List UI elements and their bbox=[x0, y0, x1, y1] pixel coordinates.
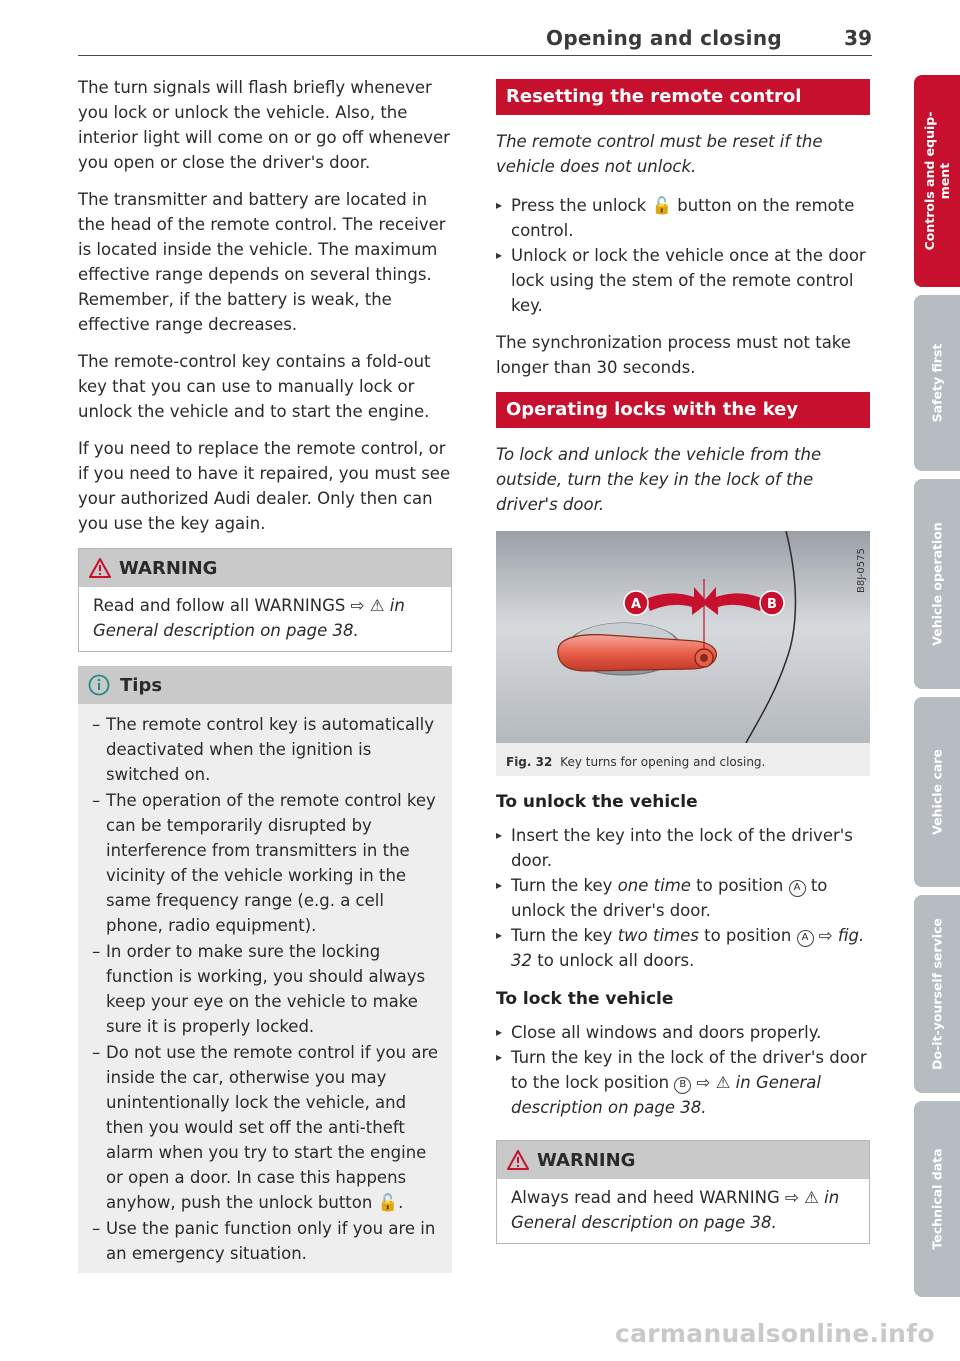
warning-header bbox=[497, 1141, 869, 1179]
tip-item: – Do not use the remote control if you are inside the car, otherwise you may unintentionally lock the vehicle, and then you would set off the anti-theft alarm when you try to start the engine or open a door. In case this happens anyhow, push the unlock button 🔓. bbox=[92, 1040, 440, 1215]
paragraph: The transmitter and battery are located in the head of the remote control. The receiver is located inside the vehicle. The maximum effective range depends on several things. Remember, if the battery is weak, the effective range decreases. bbox=[78, 190, 446, 334]
tab-controls-and-equipment[interactable] bbox=[914, 75, 960, 287]
tab-label: Safety first bbox=[929, 343, 945, 423]
figure-caption bbox=[496, 750, 870, 776]
step-text: to unlock the driver's door. bbox=[511, 876, 828, 920]
intro-resetting: The remote control must be reset if the vehicle does not unlock. bbox=[496, 132, 823, 176]
position-a-symbol: A bbox=[797, 930, 814, 947]
step-item: ▸ Unlock or lock the vehicle once at the door lock using the stem of the remote control key. bbox=[496, 243, 870, 318]
step-item: ▸ Insert the key into the lock of the driver's door. bbox=[496, 823, 870, 873]
figure-code: B8J-0575 bbox=[856, 548, 867, 593]
figure-caption-text: Key turns for opening and closing. bbox=[560, 755, 766, 769]
page-header bbox=[78, 22, 872, 56]
warning-text: Read and follow all WARNINGS ⇨ ⚠ bbox=[93, 596, 390, 615]
step-item: ▸ Press the unlock 🔓 button on the remote control. bbox=[496, 193, 870, 243]
heading-resetting: Resetting the remote control bbox=[496, 79, 870, 115]
tab-technical-data[interactable] bbox=[914, 1101, 960, 1297]
step-text: Turn the key in the lock of the driver's door to the lock position bbox=[511, 1048, 867, 1092]
step-item bbox=[496, 1045, 870, 1120]
tips-header bbox=[78, 666, 452, 704]
heading-lock: To lock the vehicle bbox=[496, 989, 674, 1009]
warning-body bbox=[497, 1179, 869, 1243]
tab-safety-first[interactable] bbox=[914, 295, 960, 471]
warning-ref-link[interactable]: in General description on page 38. bbox=[93, 596, 405, 640]
figure-label: Fig. 32 bbox=[506, 755, 553, 769]
paragraph: If you need to replace the remote control, or if you need to have it repaired, you must see your authorized Audi dealer. Only then can you use the key again. bbox=[78, 439, 451, 533]
warning-header bbox=[79, 549, 451, 587]
warning-icon bbox=[507, 1150, 529, 1170]
unlock-steps bbox=[496, 823, 870, 973]
warning-box bbox=[496, 1140, 870, 1244]
step-item: ▸ Close all windows and doors properly. bbox=[496, 1020, 870, 1045]
page-number: 39 bbox=[844, 26, 872, 50]
step-text: Turn the key bbox=[511, 926, 618, 945]
tab-label: Do-it-yourself service bbox=[929, 918, 945, 1070]
step-text: to position bbox=[690, 876, 789, 895]
position-b-label: B bbox=[767, 597, 777, 612]
tab-label: Vehicle care bbox=[929, 749, 945, 835]
watermark: carmanualsonline.info bbox=[615, 1319, 935, 1348]
position-a-label: A bbox=[630, 597, 642, 612]
warning-icon bbox=[89, 558, 111, 578]
warning-box bbox=[78, 548, 452, 652]
warning-body bbox=[79, 587, 451, 651]
warning-ref-link[interactable]: in General description on page 38. bbox=[511, 1188, 840, 1232]
tab-vehicle-operation[interactable] bbox=[914, 479, 960, 689]
tip-item: – The remote control key is automatically deactivated when the ignition is switched on. bbox=[92, 712, 440, 787]
step-text: ⇨ ⚠ bbox=[691, 1073, 736, 1092]
position-a-symbol: A bbox=[789, 880, 806, 897]
lock-steps bbox=[496, 1020, 870, 1120]
tip-item: – In order to make sure the locking function is working, you should always keep your eye on the vehicle to make sure it is properly locked. bbox=[92, 939, 440, 1039]
tab-label: Controls and equip- ment bbox=[922, 111, 952, 251]
step-text: Turn the key bbox=[511, 876, 618, 895]
step-emphasis: two times bbox=[617, 926, 699, 945]
heading-unlock: To unlock the vehicle bbox=[496, 792, 698, 812]
step-item bbox=[496, 923, 870, 973]
figure-ref-link[interactable]: ⇨ fig. 32 bbox=[511, 926, 865, 970]
tab-label: Technical data bbox=[929, 1148, 945, 1250]
warning-title: WARNING bbox=[119, 557, 218, 579]
step-emphasis: one time bbox=[617, 876, 691, 895]
paragraph: The turn signals will flash briefly whenever you lock or unlock the vehicle. Also, the interior light will come on or go off whenever you open or close the driver's door. bbox=[78, 78, 450, 172]
step-text: to position bbox=[698, 926, 797, 945]
tips-title: Tips bbox=[120, 674, 163, 696]
reset-steps bbox=[496, 193, 870, 318]
tips-list bbox=[78, 704, 452, 1273]
tips-box bbox=[78, 666, 452, 1273]
intro-operating-locks: To lock and unlock the vehicle from the outside, turn the key in the lock of the driver's door. bbox=[496, 445, 822, 514]
sync-note: The synchronization process must not take longer than 30 seconds. bbox=[496, 333, 851, 377]
info-icon bbox=[88, 674, 110, 696]
paragraph: The remote-control key contains a fold-out key that you can use to manually lock or unlock the vehicle and to start the engine. bbox=[78, 352, 431, 421]
warning-text: Always read and heed WARNING ⇨ ⚠ bbox=[511, 1188, 825, 1207]
warning-title: WARNING bbox=[537, 1149, 636, 1171]
door-handle-illustration bbox=[496, 531, 870, 743]
right-column bbox=[496, 75, 870, 1258]
section-title: Opening and closing bbox=[546, 26, 782, 50]
position-b-symbol: B bbox=[674, 1077, 691, 1094]
tip-item: – Use the panic function only if you are in an emergency situation. bbox=[92, 1216, 440, 1266]
heading-operating-locks: Operating locks with the key bbox=[496, 392, 870, 428]
tab-label: Vehicle operation bbox=[929, 522, 945, 646]
warning-ref-link[interactable]: in General description on page 38. bbox=[511, 1073, 821, 1117]
left-column bbox=[78, 75, 452, 1273]
step-text: to unlock all doors. bbox=[532, 951, 695, 970]
figure-32 bbox=[496, 531, 870, 776]
tab-do-it-yourself-service[interactable] bbox=[914, 895, 960, 1093]
step-item bbox=[496, 873, 870, 923]
tip-item: – The operation of the remote control key can be temporarily disrupted by interference from transmitters in the vicinity of the vehicle working in the same frequency range (e.g. a cell phone, radio equipment). bbox=[92, 788, 440, 938]
tab-vehicle-care[interactable] bbox=[914, 697, 960, 887]
